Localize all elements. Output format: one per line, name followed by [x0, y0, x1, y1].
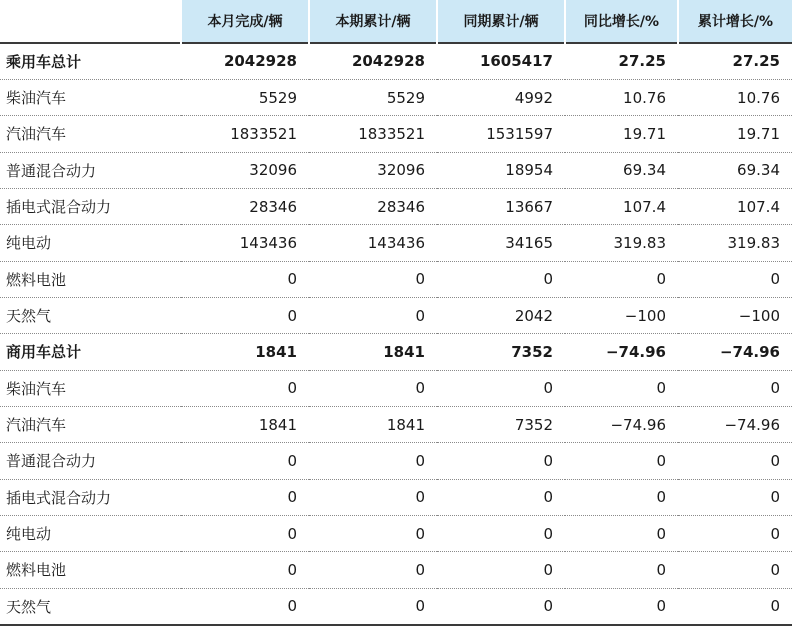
same-period-cumulative-cell: 0	[437, 443, 565, 479]
monthly-completed-cell: 0	[181, 552, 309, 588]
row-label: 乘用车总计	[0, 43, 181, 79]
yoy-growth-cell: 10.76	[565, 79, 678, 115]
period-cumulative-cell: 0	[309, 552, 437, 588]
header-same-period-cumulative: 同期累计/辆	[437, 0, 565, 43]
yoy-growth-cell: 27.25	[565, 43, 678, 79]
table-row	[0, 188, 792, 224]
header-period-cumulative: 本期累计/辆	[309, 0, 437, 43]
row-label: 燃料电池	[0, 552, 181, 588]
same-period-cumulative-cell: 2042	[437, 297, 565, 333]
cumulative-growth-cell: 319.83	[678, 225, 792, 261]
table-header-row	[0, 0, 792, 43]
header-cumulative-growth: 累计增长/%	[678, 0, 792, 43]
period-cumulative-cell: 32096	[309, 152, 437, 188]
yoy-growth-cell: 107.4	[565, 188, 678, 224]
table-total-row	[0, 43, 792, 79]
monthly-completed-cell: 1841	[181, 406, 309, 442]
yoy-growth-cell: −100	[565, 297, 678, 333]
row-label: 插电式混合动力	[0, 479, 181, 515]
table-row	[0, 588, 792, 624]
cumulative-growth-cell: 10.76	[678, 79, 792, 115]
period-cumulative-cell: 0	[309, 588, 437, 624]
table-row	[0, 552, 792, 588]
yoy-growth-cell: 0	[565, 261, 678, 297]
yoy-growth-cell: 19.71	[565, 116, 678, 152]
row-label: 汽油汽车	[0, 116, 181, 152]
monthly-completed-cell: 0	[181, 588, 309, 624]
yoy-growth-cell: 0	[565, 588, 678, 624]
row-label: 普通混合动力	[0, 443, 181, 479]
table-body	[0, 43, 792, 625]
period-cumulative-cell: 28346	[309, 188, 437, 224]
table-row	[0, 225, 792, 261]
yoy-growth-cell: −74.96	[565, 334, 678, 370]
period-cumulative-cell: 0	[309, 515, 437, 551]
row-label: 天然气	[0, 297, 181, 333]
row-label: 插电式混合动力	[0, 188, 181, 224]
monthly-completed-cell: 1833521	[181, 116, 309, 152]
monthly-completed-cell: 143436	[181, 225, 309, 261]
cumulative-growth-cell: 0	[678, 370, 792, 406]
row-label: 柴油汽车	[0, 79, 181, 115]
same-period-cumulative-cell: 1605417	[437, 43, 565, 79]
cumulative-growth-cell: 0	[678, 552, 792, 588]
monthly-completed-cell: 0	[181, 479, 309, 515]
same-period-cumulative-cell: 18954	[437, 152, 565, 188]
period-cumulative-cell: 1841	[309, 334, 437, 370]
same-period-cumulative-cell: 0	[437, 515, 565, 551]
row-label: 纯电动	[0, 515, 181, 551]
same-period-cumulative-cell: 1531597	[437, 116, 565, 152]
same-period-cumulative-cell: 0	[437, 370, 565, 406]
table-row	[0, 479, 792, 515]
cumulative-growth-cell: 107.4	[678, 188, 792, 224]
same-period-cumulative-cell: 0	[437, 479, 565, 515]
monthly-completed-cell: 0	[181, 297, 309, 333]
period-cumulative-cell: 0	[309, 443, 437, 479]
yoy-growth-cell: 69.34	[565, 152, 678, 188]
monthly-completed-cell: 1841	[181, 334, 309, 370]
period-cumulative-cell: 1841	[309, 406, 437, 442]
period-cumulative-cell: 0	[309, 297, 437, 333]
header-corner-cell	[0, 0, 181, 43]
cumulative-growth-cell: 69.34	[678, 152, 792, 188]
same-period-cumulative-cell: 4992	[437, 79, 565, 115]
yoy-growth-cell: 319.83	[565, 225, 678, 261]
monthly-completed-cell: 0	[181, 443, 309, 479]
cumulative-growth-cell: 19.71	[678, 116, 792, 152]
yoy-growth-cell: 0	[565, 443, 678, 479]
table-row	[0, 152, 792, 188]
period-cumulative-cell: 0	[309, 479, 437, 515]
period-cumulative-cell: 0	[309, 370, 437, 406]
monthly-completed-cell: 0	[181, 370, 309, 406]
period-cumulative-cell: 0	[309, 261, 437, 297]
same-period-cumulative-cell: 0	[437, 261, 565, 297]
table-row	[0, 370, 792, 406]
monthly-completed-cell: 2042928	[181, 43, 309, 79]
same-period-cumulative-cell: 0	[437, 552, 565, 588]
same-period-cumulative-cell: 13667	[437, 188, 565, 224]
table-total-row	[0, 334, 792, 370]
monthly-completed-cell: 0	[181, 515, 309, 551]
cumulative-growth-cell: −74.96	[678, 406, 792, 442]
cumulative-growth-cell: 0	[678, 515, 792, 551]
table-row	[0, 406, 792, 442]
same-period-cumulative-cell: 7352	[437, 334, 565, 370]
monthly-completed-cell: 32096	[181, 152, 309, 188]
same-period-cumulative-cell: 0	[437, 588, 565, 624]
yoy-growth-cell: 0	[565, 479, 678, 515]
row-label: 柴油汽车	[0, 370, 181, 406]
header-monthly-completed: 本月完成/辆	[181, 0, 309, 43]
same-period-cumulative-cell: 34165	[437, 225, 565, 261]
yoy-growth-cell: 0	[565, 552, 678, 588]
header-yoy-growth: 同比增长/%	[565, 0, 678, 43]
table-row	[0, 297, 792, 333]
monthly-completed-cell: 0	[181, 261, 309, 297]
cumulative-growth-cell: 0	[678, 588, 792, 624]
period-cumulative-cell: 1833521	[309, 116, 437, 152]
cumulative-growth-cell: −74.96	[678, 334, 792, 370]
row-label: 商用车总计	[0, 334, 181, 370]
row-label: 汽油汽车	[0, 406, 181, 442]
yoy-growth-cell: −74.96	[565, 406, 678, 442]
cumulative-growth-cell: 0	[678, 261, 792, 297]
cumulative-growth-cell: 27.25	[678, 43, 792, 79]
same-period-cumulative-cell: 7352	[437, 406, 565, 442]
table-row	[0, 116, 792, 152]
row-label: 普通混合动力	[0, 152, 181, 188]
table-row	[0, 261, 792, 297]
row-label: 燃料电池	[0, 261, 181, 297]
table-row	[0, 515, 792, 551]
yoy-growth-cell: 0	[565, 515, 678, 551]
monthly-completed-cell: 5529	[181, 79, 309, 115]
cumulative-growth-cell: 0	[678, 479, 792, 515]
cumulative-growth-cell: 0	[678, 443, 792, 479]
row-label: 天然气	[0, 588, 181, 624]
monthly-completed-cell: 28346	[181, 188, 309, 224]
period-cumulative-cell: 2042928	[309, 43, 437, 79]
row-label: 纯电动	[0, 225, 181, 261]
period-cumulative-cell: 143436	[309, 225, 437, 261]
period-cumulative-cell: 5529	[309, 79, 437, 115]
table-row	[0, 79, 792, 115]
cumulative-growth-cell: −100	[678, 297, 792, 333]
table-row	[0, 443, 792, 479]
yoy-growth-cell: 0	[565, 370, 678, 406]
